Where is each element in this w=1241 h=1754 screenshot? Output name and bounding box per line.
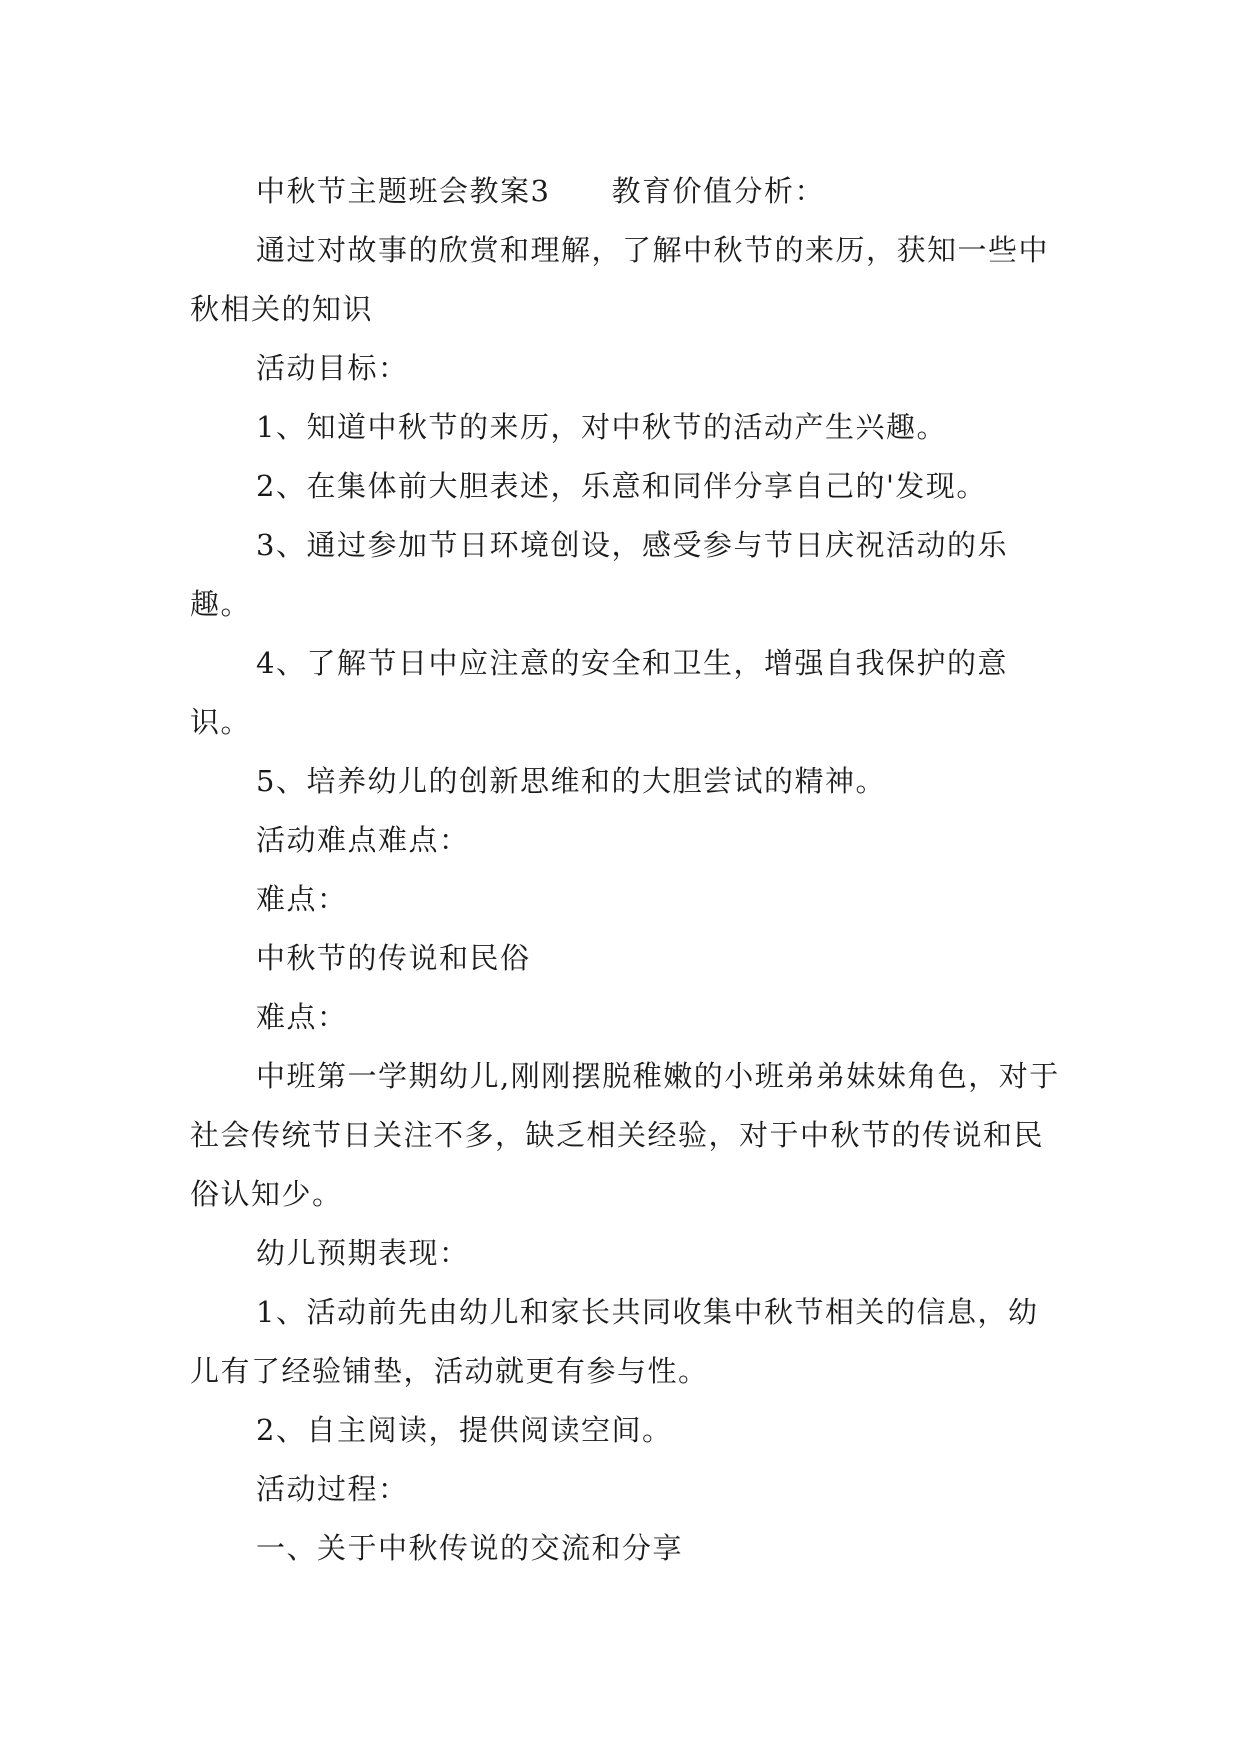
document-body xyxy=(190,162,1060,1578)
paragraph-difficulty-label-1: 难点： xyxy=(256,882,348,916)
paragraph-difficulty-1: 中秋节的传说和民俗 xyxy=(256,941,531,975)
paragraph-difficulty-2: 中班第一学期幼儿,刚刚摆脱稚嫩的小班弟弟妹妹角色，对于社会传统节日关注不多，缺乏相关经验，对于中秋节的传说和民俗认知少。 xyxy=(190,1059,1060,1211)
paragraph-process-heading: 活动过程： xyxy=(256,1472,409,1506)
paragraph-difficulty-heading: 活动难点难点： xyxy=(256,823,470,857)
paragraph-intro: 通过对故事的欣赏和理解，了解中秋节的来历，获知一些中秋相关的知识 xyxy=(190,233,1050,326)
paragraph-expectation-2: 2、自主阅读，提供阅读空间。 xyxy=(256,1413,673,1447)
paragraph-goal-5: 5、培养幼儿的创新思维和的大胆尝试的精神。 xyxy=(256,764,886,798)
paragraph-title: 中秋节主题班会教案3 教育价值分析： xyxy=(256,174,825,208)
paragraph-goal-4: 4、了解节日中应注意的安全和卫生，增强自我保护的意识。 xyxy=(190,646,1008,739)
paragraph-expectation-heading: 幼儿预期表现： xyxy=(256,1236,470,1270)
paragraph-goal-1: 1、知道中秋节的来历，对中秋节的活动产生兴趣。 xyxy=(256,410,947,444)
paragraph-process-1: 一、关于中秋传说的交流和分享 xyxy=(256,1531,684,1565)
paragraph-goals-heading: 活动目标： xyxy=(256,351,409,385)
paragraph-expectation-1: 1、活动前先由幼儿和家长共同收集中秋节相关的信息，幼儿有了经验铺垫，活动就更有参与性。 xyxy=(190,1295,1039,1388)
paragraph-difficulty-label-2: 难点： xyxy=(256,1000,348,1034)
paragraph-goal-2: 2、在集体前大胆表述，乐意和同伴分享自己的'发现。 xyxy=(256,469,987,503)
paragraph-goal-3: 3、通过参加节日环境创设，感受参与节日庆祝活动的乐趣。 xyxy=(190,528,1008,621)
